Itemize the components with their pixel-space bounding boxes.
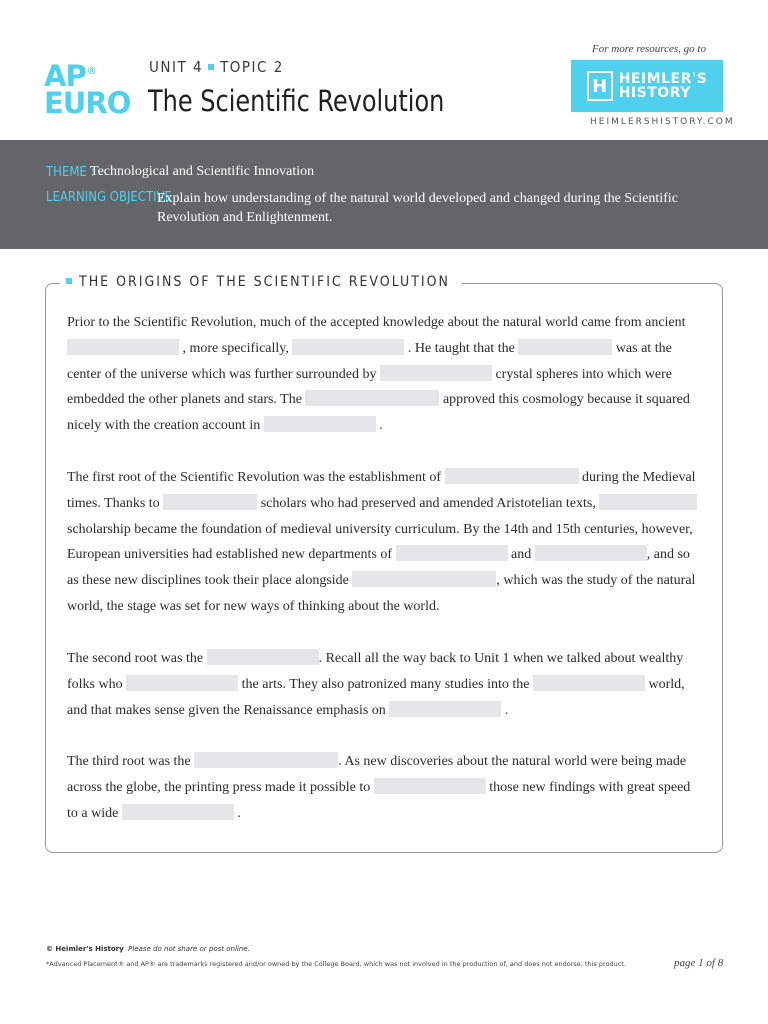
brand-line-2: HISTORY	[618, 85, 691, 101]
text-line: nicely with the creation account in .	[67, 418, 383, 434]
text-line: scholarship became the foundation of medieval university curriculum. By the 14th and 15th centuries, however,	[67, 521, 693, 537]
footer-trademark: *Advanced Placement® and AP® are trademarks registered and/or owned by the College Board, which was not involved in the production of, and does not endorse, this product.	[46, 960, 626, 968]
text-line: times. Thanks to scholars who had preserved and amended Aristotelian texts,	[67, 491, 707, 517]
topic-label: TOPIC 2	[220, 58, 284, 76]
text-line: embedded the other planets and stars. The approved this cosmology because it squared	[67, 392, 690, 408]
fill-in-blank[interactable]	[374, 778, 486, 794]
fill-in-blank[interactable]	[599, 494, 697, 510]
heimlers-history-logo[interactable]	[571, 60, 723, 112]
text-line: world, the stage was set for new ways of thinking about the world.	[67, 598, 440, 614]
brand-line-1: HEIMLER'S	[618, 71, 708, 87]
text-line: The third root was the . As new discoveries about the natural world were being made	[67, 754, 687, 769]
paragraph-3	[67, 646, 707, 723]
fill-in-blank[interactable]	[535, 545, 647, 561]
fill-in-blank[interactable]	[126, 675, 238, 691]
theme-label: THEME :	[46, 165, 95, 180]
website-link[interactable]: HEIMLERSHISTORY.COM	[590, 117, 735, 127]
fill-in-blank[interactable]	[122, 804, 234, 820]
fill-in-blank[interactable]	[264, 416, 376, 432]
fill-in-blank[interactable]	[396, 545, 508, 561]
fill-in-blank[interactable]	[305, 390, 439, 406]
fill-in-blank[interactable]	[445, 468, 579, 484]
fill-in-blank[interactable]	[194, 752, 338, 768]
fill-in-blank[interactable]	[380, 365, 492, 381]
fill-in-blank[interactable]	[163, 494, 257, 510]
fill-in-blank[interactable]	[207, 649, 319, 665]
brand-name	[619, 72, 708, 100]
paragraph-4	[67, 749, 707, 826]
h-monogram-icon: H	[587, 71, 613, 101]
section-heading-text: THE ORIGINS OF THE SCIENTIFIC REVOLUTION	[79, 274, 450, 290]
learning-objective-value: Explain how understanding of the natural world developed and changed during the Scientific Revolution and Enlightenment.	[157, 191, 678, 225]
logo-registered-mark: ®	[86, 66, 96, 77]
copyright-text: © Heimler's History	[46, 945, 124, 953]
ap-euro-logo	[44, 58, 131, 120]
logo-ap: AP	[44, 59, 86, 93]
page-number: page 1 of 8	[674, 957, 724, 969]
share-notice: Please do not share or post online.	[128, 945, 250, 953]
fill-in-blank[interactable]	[67, 339, 179, 355]
bullet-square-icon	[66, 278, 72, 284]
footer-copyright	[46, 945, 250, 953]
fill-in-blank[interactable]	[352, 571, 496, 587]
theme-value: Technological and Scientific Innovation	[90, 164, 315, 179]
paragraph-2	[67, 465, 707, 620]
fill-in-blank[interactable]	[518, 339, 612, 355]
text-line: center of the universe which was further surrounded by crystal spheres into which were	[67, 366, 672, 382]
text-line: to a wide .	[67, 805, 241, 821]
fill-in-blank[interactable]	[292, 339, 404, 355]
text-line: across the globe, the printing press made it possible to those new findings with great speed	[67, 779, 691, 795]
section-heading	[60, 274, 462, 290]
resources-label: For more resources, go to	[592, 43, 706, 55]
page-title: The Scientific Revolution	[148, 84, 445, 118]
bullet-square-icon	[208, 64, 214, 70]
unit-topic-label	[149, 58, 284, 76]
fill-in-blank[interactable]	[533, 675, 645, 691]
text-line: and that makes sense given the Renaissance emphasis on .	[67, 702, 509, 718]
text-line: The second root was the . Recall all the way back to Unit 1 when we talked about wealthy	[67, 651, 684, 666]
text-line: as these new disciplines took their place alongside , which was the study of the natural	[67, 573, 696, 589]
paragraph-1	[67, 310, 707, 439]
unit-label: UNIT 4	[149, 58, 204, 76]
learning-objective-label: LEARNING OBJECTIVE :	[46, 190, 180, 205]
text-line: European universities had established new departments of and , and so	[67, 547, 690, 563]
text-line: Prior to the Scientific Revolution, much of the accepted knowledge about the natural world came from ancient	[67, 315, 686, 330]
fill-in-blank[interactable]	[389, 701, 501, 717]
text-line: , more specifically, . He taught that the was at the	[67, 336, 707, 362]
text-line: The first root of the Scientific Revolution was the establishment of during the Medieval	[67, 470, 696, 485]
logo-euro: EURO	[44, 86, 131, 120]
text-line: folks who the arts. They also patronized many studies into the world,	[67, 676, 685, 692]
